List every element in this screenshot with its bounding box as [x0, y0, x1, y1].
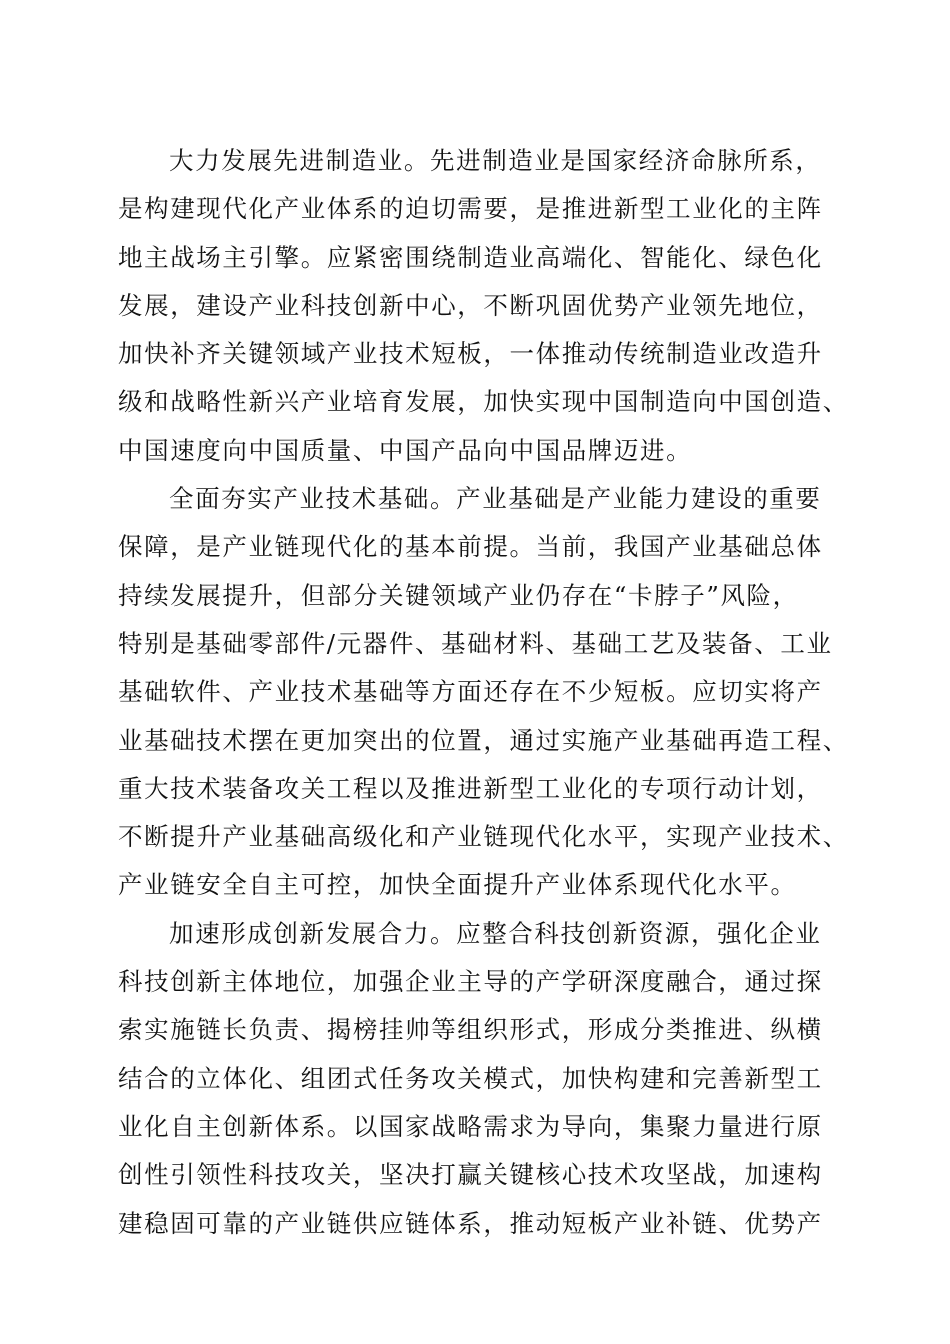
text-line: 特别是基础零部件/元器件、基础材料、基础工艺及装备、工业 — [118, 628, 833, 658]
text-line: 加快补齐关键领域产业技术短板，一体推动传统制造业改造升 — [118, 339, 823, 369]
text-line: 发展，建设产业科技创新中心，不断巩固优势产业领先地位， — [118, 290, 823, 320]
text-line: 基础软件、产业技术基础等方面还存在不少短板。应切实将产 — [118, 677, 823, 707]
text-line: 创性引领性科技攻关，坚决打赢关键核心技术攻坚战，加速构 — [118, 1160, 823, 1190]
document-body — [118, 137, 849, 1248]
text-line: 级和战略性新兴产业培育发展，加快实现中国制造向中国创造、 — [118, 387, 849, 417]
text-line: 重大技术装备攻关工程以及推进新型工业化的专项行动计划， — [118, 773, 823, 803]
text-line: 是构建现代化产业体系的迫切需要，是推进新型工业化的主阵 — [118, 194, 823, 224]
paragraph-industrial-foundation — [118, 475, 849, 910]
text-line: 产业链安全自主可控，加快全面提升产业体系现代化水平。 — [118, 870, 797, 900]
text-line: 不断提升产业基础高级化和产业链现代化水平，实现产业技术、 — [118, 822, 849, 852]
text-line: 业化自主创新体系。以国家战略需求为导向，集聚力量进行原 — [118, 1111, 823, 1141]
text-line: 持续发展提升，但部分关键领域产业仍存在“卡脖子”风险， — [118, 580, 799, 610]
text-line: 索实施链长负责、揭榜挂帅等组织形式，形成分类推进、纵横 — [118, 1015, 823, 1045]
text-line: 结合的立体化、组团式任务攻关模式，加快构建和完善新型工 — [118, 1063, 823, 1093]
paragraph-advanced-manufacturing — [118, 137, 849, 475]
text-line: 地主战场主引擎。应紧密围绕制造业高端化、智能化、绿色化 — [118, 242, 823, 272]
paragraph-innovation-synergy — [118, 910, 840, 1248]
text-line: 全面夯实产业技术基础。产业基础是产业能力建设的重要 — [169, 484, 822, 514]
text-line: 中国速度向中国质量、中国产品向中国品牌迈进。 — [118, 435, 693, 465]
text-line: 加速形成创新发展合力。应整合科技创新资源，强化企业 — [169, 918, 822, 948]
text-line: 建稳固可靠的产业链供应链体系，推动短板产业补链、优势产 — [118, 1208, 823, 1238]
text-line: 科技创新主体地位，加强企业主导的产学研深度融合，通过探 — [118, 967, 823, 997]
text-line: 保障，是产业链现代化的基本前提。当前，我国产业基础总体 — [118, 532, 823, 562]
text-line: 大力发展先进制造业。先进制造业是国家经济命脉所系， — [169, 146, 822, 175]
text-line: 业基础技术摆在更加突出的位置，通过实施产业基础再造工程、 — [118, 725, 849, 755]
